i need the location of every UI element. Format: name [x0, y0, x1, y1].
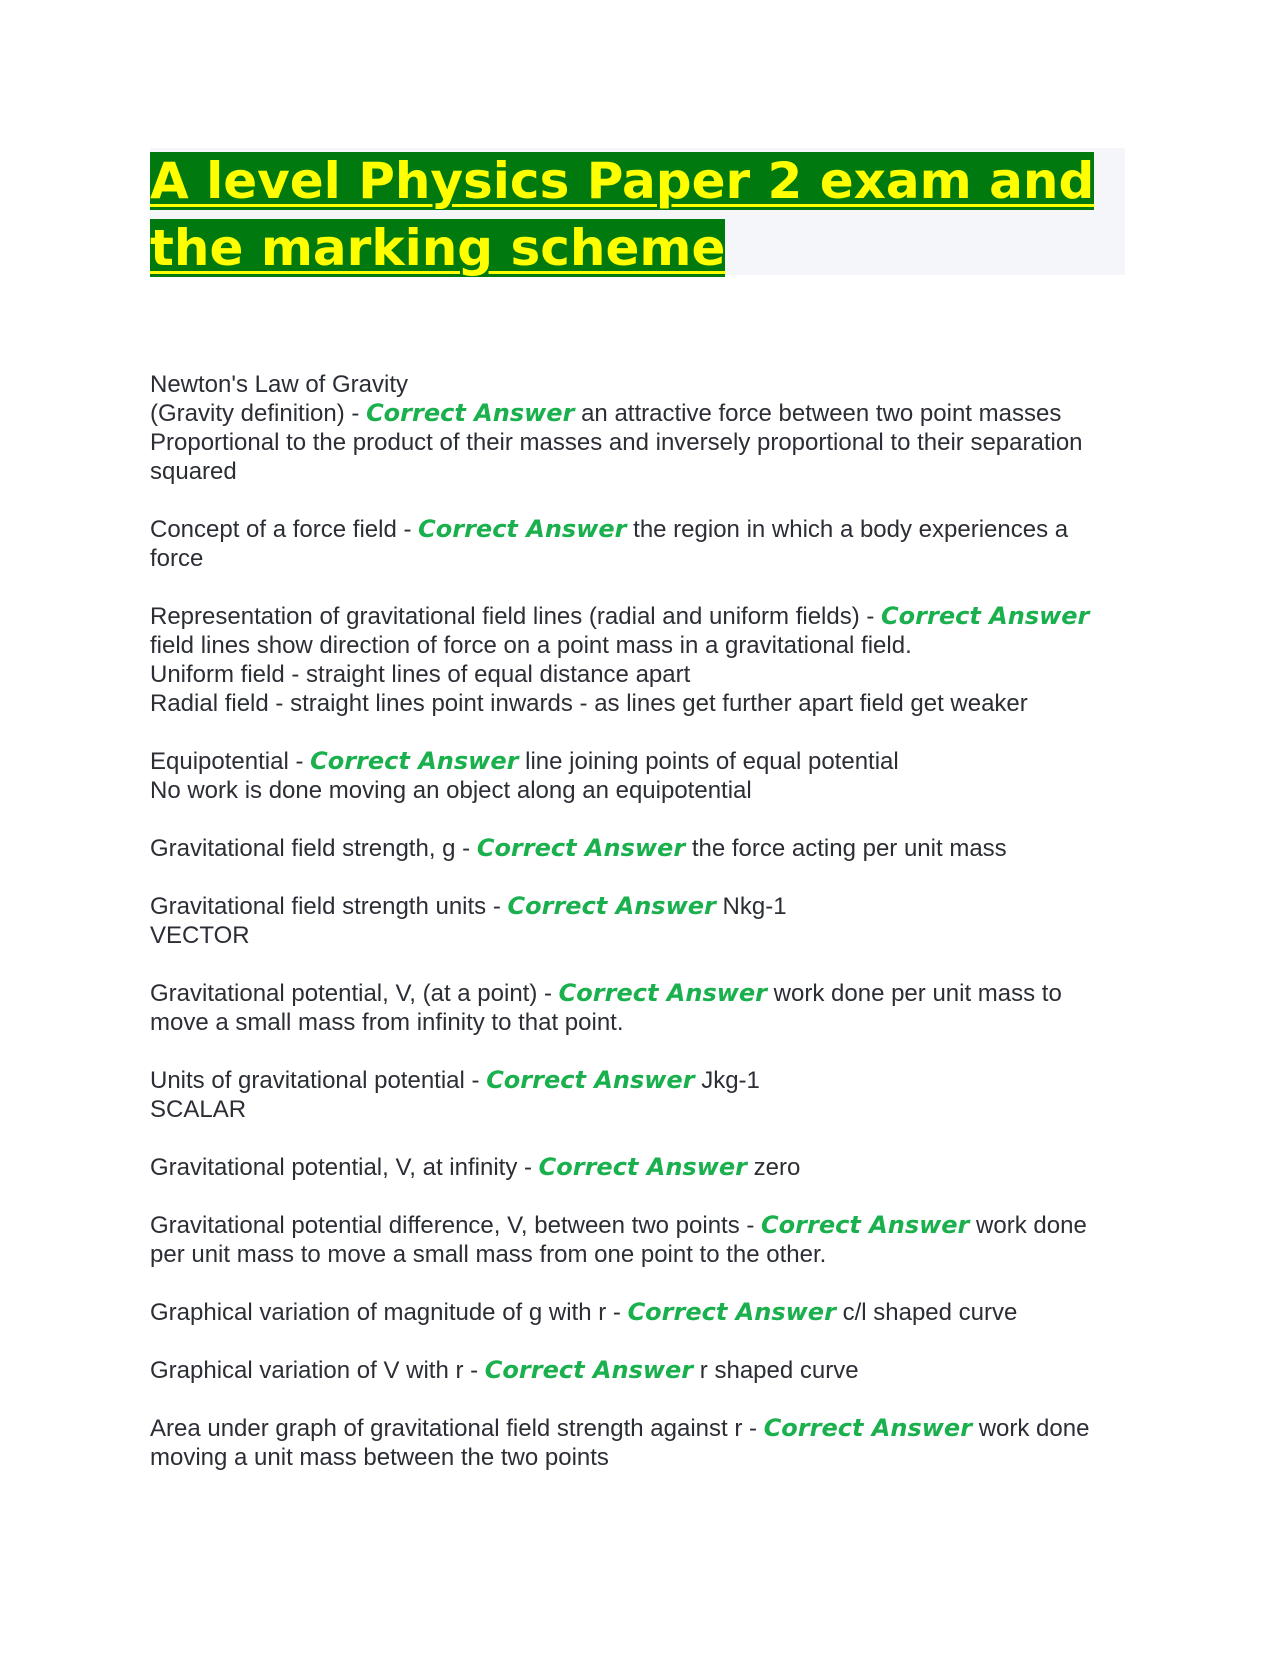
- question-text: Gravitational field strength units -: [150, 893, 508, 920]
- answer-text: the region in which a body experiences a force: [150, 516, 1069, 572]
- qa-line: [150, 1066, 1125, 1095]
- answer-text: work done moving a unit mass between the two points: [150, 1415, 1090, 1471]
- qa-line: [150, 515, 1125, 573]
- correct-answer-label: Correct Answer: [486, 1066, 695, 1094]
- qa-line: [150, 1298, 1125, 1327]
- correct-answer-label: Correct Answer: [538, 1153, 747, 1181]
- title-line-1: A level Physics Paper 2 exam and: [150, 152, 1095, 210]
- qa-line: [150, 1356, 1125, 1385]
- answer-extra-line: Proportional to the product of their masses and inversely proportional to their separation squared: [150, 429, 1083, 485]
- answer-text: Jkg-1: [694, 1067, 760, 1094]
- answer-text: zero: [747, 1154, 801, 1181]
- answer-extra-line: Uniform field - straight lines of equal distance apart: [150, 661, 691, 688]
- answer-extra-line: No work is done moving an object along an equipotential: [150, 777, 752, 804]
- document-title: [150, 148, 1125, 275]
- correct-answer-label: Correct Answer: [763, 1414, 973, 1442]
- correct-answer-label: Correct Answer: [366, 399, 575, 427]
- question-text: Graphical variation of V with r -: [150, 1357, 485, 1384]
- qa-item: [150, 834, 1125, 863]
- qa-list: [150, 370, 1125, 1472]
- answer-extra-line: Radial field - straight lines point inwards - as lines get further apart field get weaker: [150, 690, 1028, 717]
- qa-line: [150, 979, 1125, 1037]
- answer-text: work done per unit mass to move a small mass from one point to the other.: [150, 1212, 1087, 1268]
- qa-line: [150, 747, 1125, 776]
- correct-answer-label: Correct Answer: [627, 1298, 836, 1326]
- correct-answer-label: Correct Answer: [507, 892, 716, 920]
- answer-extra-line: VECTOR: [150, 922, 250, 949]
- qa-line: [150, 1211, 1125, 1269]
- qa-line: [150, 399, 1125, 428]
- qa-item: [150, 370, 1125, 486]
- question-text: Gravitational potential, V, at infinity -: [150, 1154, 539, 1181]
- correct-answer-label: Correct Answer: [418, 515, 627, 543]
- answer-text: Nkg-1: [715, 893, 787, 920]
- qa-line: [150, 892, 1125, 921]
- answer-text: the force acting per unit mass: [685, 835, 1007, 862]
- answer-extra-line: SCALAR: [150, 1096, 247, 1123]
- correct-answer-label: Correct Answer: [310, 747, 519, 775]
- question-text: Gravitational potential, V, (at a point) -: [150, 980, 559, 1007]
- question-text: Area under graph of gravitational field strength against r -: [150, 1415, 764, 1442]
- answer-text: r shaped curve: [693, 1357, 859, 1384]
- qa-item: [150, 515, 1125, 573]
- question-text: Representation of gravitational field lines (radial and uniform fields) -: [150, 603, 882, 630]
- question-text: Graphical variation of magnitude of g with r -: [150, 1299, 628, 1326]
- question-text: Gravitational potential difference, V, between two points -: [150, 1212, 762, 1239]
- answer-text: field lines show direction of force on a point mass in a gravitational field.: [150, 632, 912, 659]
- answer-text: line joining points of equal potential: [518, 748, 899, 775]
- qa-line: [150, 834, 1125, 863]
- question-text: Gravitational field strength, g -: [150, 835, 477, 862]
- answer-text: work done per unit mass to move a small mass from infinity to that point.: [150, 980, 1062, 1036]
- correct-answer-label: Correct Answer: [881, 602, 1090, 630]
- document-page: [150, 148, 1125, 1501]
- qa-item: [150, 1298, 1125, 1327]
- qa-item: [150, 1066, 1125, 1124]
- question-text: Units of gravitational potential -: [150, 1067, 487, 1094]
- answer-text: an attractive force between two point masses: [574, 400, 1062, 427]
- answer-text: c/l shaped curve: [835, 1299, 1018, 1326]
- qa-item: [150, 892, 1125, 950]
- correct-answer-label: Correct Answer: [476, 834, 686, 862]
- question-text: (Gravity definition) -: [150, 400, 367, 427]
- qa-item: [150, 1414, 1125, 1472]
- question-text: Concept of a force field -: [150, 516, 419, 543]
- qa-item: [150, 747, 1125, 805]
- qa-item: [150, 979, 1125, 1037]
- qa-item: [150, 602, 1125, 718]
- correct-answer-label: Correct Answer: [484, 1356, 694, 1384]
- correct-answer-label: Correct Answer: [558, 979, 768, 1007]
- title-line-2: the marking scheme: [150, 219, 726, 277]
- qa-line: [150, 1153, 1125, 1182]
- qa-line: [150, 602, 1125, 660]
- qa-item: [150, 1211, 1125, 1269]
- question-text: Equipotential -: [150, 748, 311, 775]
- correct-answer-label: Correct Answer: [761, 1211, 970, 1239]
- qa-heading: Newton's Law of Gravity: [150, 371, 409, 398]
- qa-line: [150, 1414, 1125, 1472]
- qa-item: [150, 1356, 1125, 1385]
- qa-item: [150, 1153, 1125, 1182]
